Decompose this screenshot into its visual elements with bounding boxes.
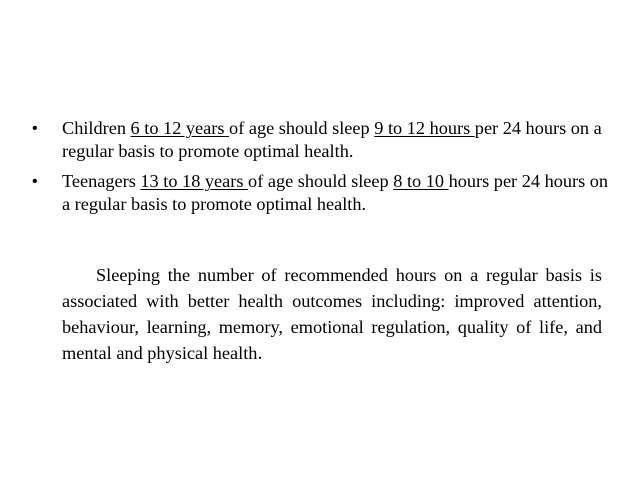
text-run: hours per 24 hours on a regular basis to promote optimal health. [62,171,609,214]
bullet-marker: • [32,173,38,190]
age-range-children: 6 to 12 years [130,118,230,138]
bullet-teenagers [32,170,612,216]
paragraph-body: Sleeping the number of recommended hours on a regular basis is associated with better health outcomes including: improved attention, behaviour, learning, memory, emotional regulation, quality of life, and mental and physical health [62,265,602,363]
health-outcomes-paragraph [62,262,602,366]
bullet-text [62,171,608,214]
sleep-hours-children: 9 to 12 hours [374,118,475,138]
bullet-list [32,117,612,223]
text-run: of age should sleep [229,118,375,138]
bullet-text [62,118,602,161]
bullet-children [32,117,612,163]
bullet-marker: • [32,120,38,137]
age-range-teenagers: 13 to 18 years [140,171,249,191]
paragraph-end: . [257,342,263,364]
text-run: Children [62,118,131,138]
text-run: per 24 hours on a regular basis to promote optimal health. [62,118,602,161]
text-run: Teenagers [62,171,141,191]
text-run: of age should sleep [248,171,394,191]
sleep-hours-teenagers: 8 to 10 [393,171,449,191]
